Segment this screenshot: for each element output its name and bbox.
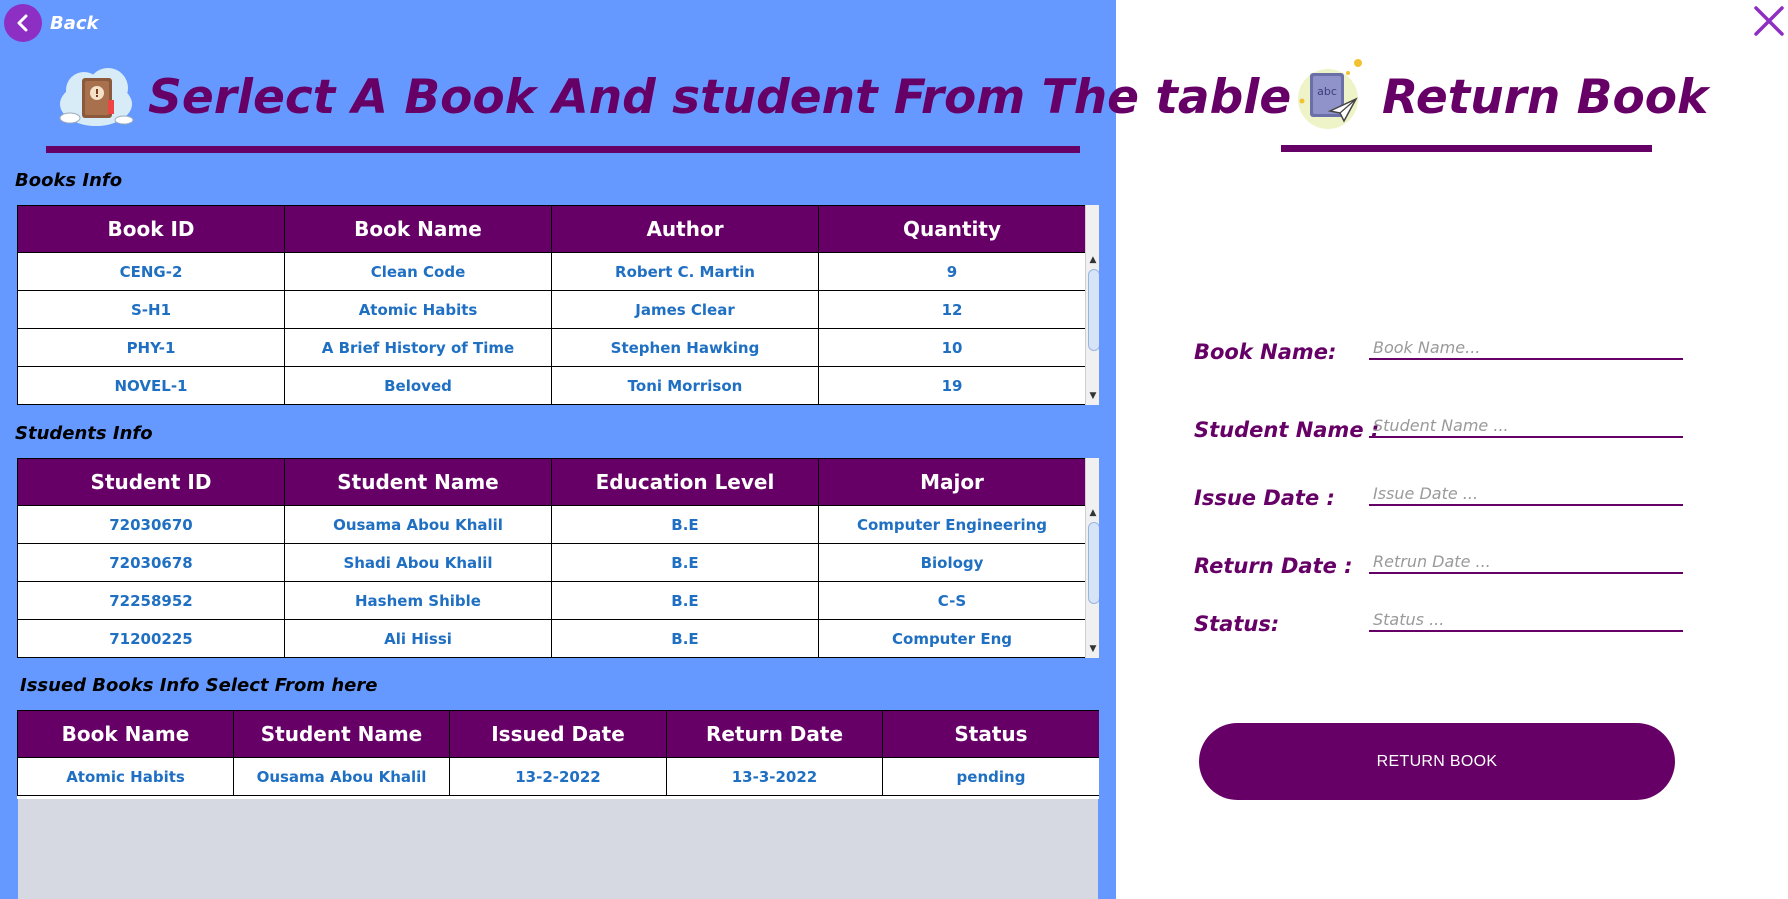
student-name-label: Student Name : <box>1194 418 1380 442</box>
status-label: Status: <box>1194 612 1280 636</box>
back-label: Back <box>50 12 99 34</box>
table-cell[interactable]: 13-3-2022 <box>667 758 883 796</box>
status-field[interactable] <box>1369 608 1683 632</box>
issue-date-field[interactable] <box>1369 482 1683 506</box>
table-cell[interactable]: 72258952 <box>18 582 285 620</box>
table-cell[interactable]: Beloved <box>285 367 552 405</box>
table-row[interactable] <box>18 620 1086 658</box>
table-cell[interactable]: Toni Morrison <box>552 367 819 405</box>
students-table-container[interactable] <box>17 458 1099 658</box>
title-underline <box>46 146 1080 153</box>
student-name-field[interactable] <box>1369 414 1683 438</box>
table-row[interactable] <box>18 253 1086 291</box>
table-cell[interactable]: Computer Eng <box>819 620 1086 658</box>
table-cell[interactable]: Clean Code <box>285 253 552 291</box>
table-cell[interactable]: B.E <box>552 620 819 658</box>
table-cell[interactable]: PHY-1 <box>18 329 285 367</box>
table-cell[interactable]: James Clear <box>552 291 819 329</box>
scroll-down-icon[interactable]: ▼ <box>1089 391 1097 401</box>
return-date-label: Return Date : <box>1194 554 1353 578</box>
book-name-field[interactable] <box>1369 336 1683 360</box>
issued-table-container[interactable] <box>17 710 1099 799</box>
issue-date-label: Issue Date : <box>1194 486 1335 510</box>
table-row[interactable] <box>18 329 1086 367</box>
column-header[interactable]: Return Date <box>667 711 883 758</box>
table-header-row <box>18 206 1086 253</box>
table-cell[interactable]: Biology <box>819 544 1086 582</box>
students-scrollbar[interactable] <box>1085 458 1099 658</box>
column-header[interactable]: Student ID <box>18 459 285 506</box>
table-header-row <box>18 459 1086 506</box>
students-table <box>17 458 1086 658</box>
table-cell[interactable]: Stephen Hawking <box>552 329 819 367</box>
table-row[interactable] <box>18 582 1086 620</box>
books-scrollbar[interactable] <box>1085 205 1099 405</box>
students-section-label: Students Info <box>15 423 153 444</box>
table-cell[interactable]: A Brief History of Time <box>285 329 552 367</box>
column-header[interactable]: Student Name <box>285 459 552 506</box>
scroll-down-icon[interactable]: ▼ <box>1089 644 1097 654</box>
issued-section-label: Issued Books Info Select From here <box>20 675 378 696</box>
table-cell[interactable]: 71200225 <box>18 620 285 658</box>
table-cell[interactable]: 9 <box>819 253 1086 291</box>
form-title: Return Book <box>1382 70 1709 125</box>
column-header[interactable]: Book Name <box>285 206 552 253</box>
column-header[interactable]: Book Name <box>18 711 234 758</box>
scroll-thumb[interactable] <box>1088 269 1099 351</box>
column-header[interactable]: Education Level <box>552 459 819 506</box>
table-cell[interactable]: Ousama Abou Khalil <box>285 506 552 544</box>
column-header[interactable]: Major <box>819 459 1086 506</box>
books-section-label: Books Info <box>15 170 123 191</box>
table-cell[interactable]: Hashem Shible <box>285 582 552 620</box>
table-cell[interactable]: B.E <box>552 582 819 620</box>
chevron-left-icon <box>4 4 42 42</box>
table-row[interactable] <box>18 758 1100 796</box>
issued-table <box>17 710 1099 796</box>
column-header[interactable]: Issued Date <box>450 711 667 758</box>
table-cell[interactable]: 12 <box>819 291 1086 329</box>
return-date-field[interactable] <box>1369 550 1683 574</box>
scroll-thumb[interactable] <box>1088 522 1099 604</box>
table-cell[interactable]: 72030678 <box>18 544 285 582</box>
column-header[interactable]: Student Name <box>234 711 450 758</box>
svg-text:abc: abc <box>1317 85 1337 98</box>
table-cell[interactable]: B.E <box>552 544 819 582</box>
book-cloud-icon <box>54 60 138 136</box>
close-icon[interactable] <box>1752 4 1786 38</box>
table-row[interactable] <box>18 544 1086 582</box>
scroll-up-icon[interactable]: ▲ <box>1089 255 1097 265</box>
books-table-container[interactable] <box>17 205 1099 405</box>
table-cell[interactable]: Shadi Abou Khalil <box>285 544 552 582</box>
book-name-label: Book Name: <box>1194 340 1337 364</box>
form-title-underline <box>1281 145 1652 152</box>
books-table <box>17 205 1086 405</box>
table-cell[interactable]: pending <box>883 758 1100 796</box>
table-cell[interactable]: C-S <box>819 582 1086 620</box>
column-header[interactable]: Status <box>883 711 1100 758</box>
return-book-icon <box>1290 57 1370 137</box>
column-header[interactable]: Author <box>552 206 819 253</box>
table-cell[interactable]: NOVEL-1 <box>18 367 285 405</box>
table-cell[interactable]: S-H1 <box>18 291 285 329</box>
table-row[interactable] <box>18 506 1086 544</box>
return-book-button[interactable]: RETURN BOOK <box>1199 723 1675 800</box>
scroll-up-icon[interactable]: ▲ <box>1089 508 1097 518</box>
table-cell[interactable]: 13-2-2022 <box>450 758 667 796</box>
table-cell[interactable]: 72030670 <box>18 506 285 544</box>
page-title: Serlect A Book And student From The table <box>148 70 1292 125</box>
table-cell[interactable]: Ousama Abou Khalil <box>234 758 450 796</box>
table-cell[interactable]: 10 <box>819 329 1086 367</box>
table-cell[interactable]: 19 <box>819 367 1086 405</box>
table-header-row <box>18 711 1100 758</box>
table-cell[interactable]: CENG-2 <box>18 253 285 291</box>
table-cell[interactable]: Atomic Habits <box>18 758 234 796</box>
table-cell[interactable]: Atomic Habits <box>285 291 552 329</box>
issued-table-empty-area <box>18 799 1098 899</box>
column-header[interactable]: Quantity <box>819 206 1086 253</box>
table-cell[interactable]: Ali Hissi <box>285 620 552 658</box>
table-cell[interactable]: B.E <box>552 506 819 544</box>
table-cell[interactable]: Computer Engineering <box>819 506 1086 544</box>
back-button[interactable] <box>4 4 99 42</box>
column-header[interactable]: Book ID <box>18 206 285 253</box>
table-cell[interactable]: Robert C. Martin <box>552 253 819 291</box>
table-row[interactable] <box>18 291 1086 329</box>
table-row[interactable] <box>18 367 1086 405</box>
